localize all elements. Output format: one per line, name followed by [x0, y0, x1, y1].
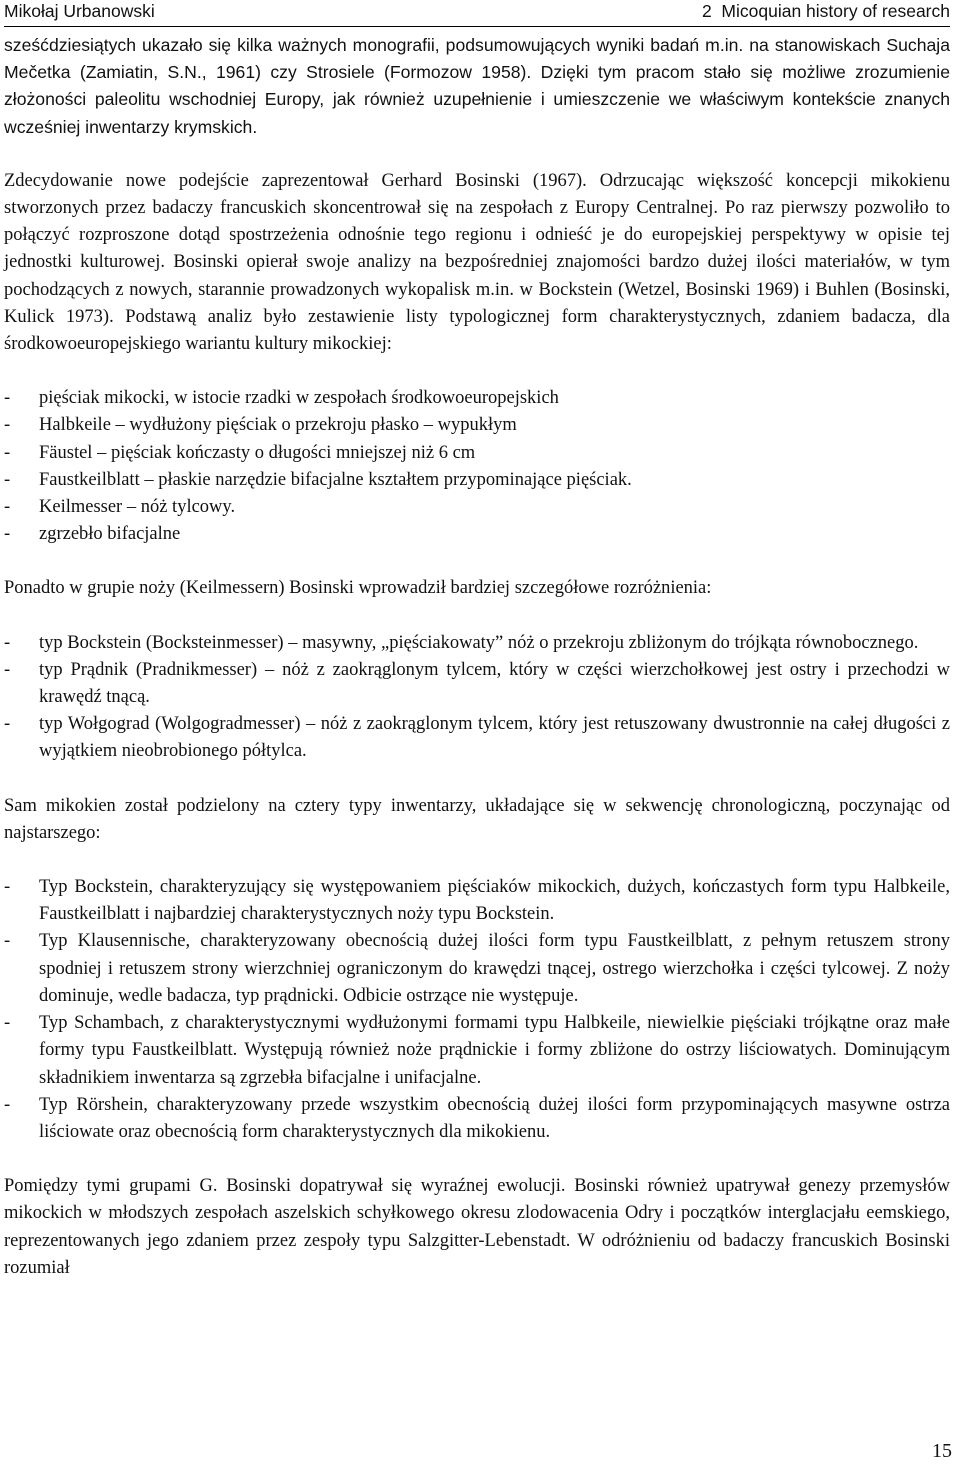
list-item: - Faustkeilblatt – płaskie narzędzie bifacjalne kształtem przypominające pięściak. [4, 467, 950, 494]
list-item: - typ Wołgograd (Wolgogradmesser) – nóż z zaokrąglonym tylcem, który jest retuszowany dwustronnie na całej długości z wyjątkiem nieobrobionego półtylca. [4, 711, 950, 765]
intro-paragraph: sześćdziesiątych ukazało się kilka ważnych monografii, podsumowujących wyniki badań m.in. na stanowiskach Suchaja Mečetka (Zamiatin, S.N., 1961) czy Strosiele (Formozow 1958). Dzięki tym pracom stało się możliwe zrozumienie złożoności paleolitu wschodniej Europy, jak również uzupełnienie i umieszczenie we właściwym kontekście znanych wcześniej inwentarzy krymskich. [4, 35, 950, 137]
list-item: - Halbkeile – wydłużony pięściak o przekroju płasko – wypukłym [4, 412, 950, 439]
bosinski-paragraph: Zdecydowanie nowe podejście zaprezentował Gerhard Bosinski (1967). Odrzucając większość koncepcji mikokienu stworzonych przez badaczy francuskich skoncentrował się na zespołach z Europy Centralnej. Po raz pierwszy pozwoliło to połączyć rozproszone dotąd spostrzeżenia odnośnie tego regionu i odnieść je do europejskiej perspektywy w opisie tej jednostki kulturowej. Bosinski opierał swoje analizy na bezpośredniej znajomości bardzo dużej ilości materiałów, w tym pochodzących z nowych, starannie prowadzonych wykopalisk m.in. w Bockstein (Wetzel, Bosinski 1969) i Buhlen (Bosinski, Kulick 1973). Podstawą analiz było zestawienie listy typologicznej form charakterystycznych, zdaniem badacza, dla środkowoeuropejskiego wariantu kultury mikockiej: [4, 170, 950, 355]
list-item: - Typ Rörshein, charakteryzowany przede wszystkim obecnością dużej ilości form przypominających masywne ostrza liściowate oraz obecnością form charakterystycznych dla mikokienu. [4, 1092, 950, 1146]
list-item: - typ Prądnik (Pradnikmesser) – nóż z zaokrąglonym tylcem, który w części wierzchołkowej jest ostry i przechodzi w krawędź tnącą. [4, 657, 950, 711]
page-header [4, 0, 950, 27]
page-body [4, 32, 950, 1282]
list-item: - Fäustel – pięściak kończasty o długości mniejszej niż 6 cm [4, 440, 950, 467]
types-intro: Sam mikokien został podzielony na cztery typy inwentarzy, układające się w sekwencję chronologiczną, poczynając od najstarszego: [4, 795, 950, 843]
list-item: - Typ Klausennische, charakteryzowany obecnością dużej ilości form typu Faustkeilblatt, z pełnym retuszem strony spodniej i retuszem strony wierzchniej ograniczonym do krawędzi tnącej, ostrego wierzchołka i części tylcowej. Z noży dominuje, wedle badacza, typ prądnicki. Odbicie ostrzące nie występuje. [4, 928, 950, 1010]
forms-list [4, 385, 950, 548]
list-item: - typ Bockstein (Bocksteinmesser) – masywny, „pięściakowaty” nóż o przekroju zbliżonym do trójkąta równobocznego. [4, 630, 950, 657]
knives-list [4, 630, 950, 766]
closing-paragraph: Pomiędzy tymi grupami G. Bosinski dopatrywał się wyraźnej ewolucji. Bosinski również upatrywał genezy przemysłów mikockich w młodszych zespołach aszelskich schyłkowego okresu zlodowacenia Odry i początków interglacjału eemskiego, reprezentowanych jego zdaniem przez zespoły typu Salzgitter-Lebenstadt. W odróżnieniu od badaczy francuskich Bosinski rozumiał [4, 1176, 950, 1278]
list-item: - Typ Schambach, z charakterystycznymi wydłużonymi formami typu Halbkeile, niewielkie pięściaki trójkątne oraz małe formy typu Faustkeilblatt. Występują również noże prądnickie i formy zbliżone do ostrzy liściowatych. Dominującym składnikiem inwentarza są zgrzebła bifacjalne i unifacjalne. [4, 1010, 950, 1092]
list-item: - Typ Bockstein, charakteryzujący się występowaniem pięściaków mikockich, dużych, kończastych form typu Halbkeile, Faustkeilblatt i najbardziej charakterystycznych noży typu Bockstein. [4, 874, 950, 928]
page-number: 15 [932, 1440, 952, 1462]
list-item: - Keilmesser – nóż tylcowy. [4, 494, 950, 521]
header-chapter-title: 2 Micoquian history of research [701, 1, 950, 21]
header-author: Mikołaj Urbanowski [4, 1, 155, 21]
list-item: - pięściak mikocki, w istocie rzadki w zespołach środkowoeuropejskich [4, 385, 950, 412]
types-list [4, 874, 950, 1146]
list-item: - zgrzebło bifacjalne [4, 521, 950, 548]
knives-intro: Ponadto w grupie noży (Keilmessern) Bosinski wprowadził bardziej szczegółowe rozróżnienia: [4, 578, 712, 599]
